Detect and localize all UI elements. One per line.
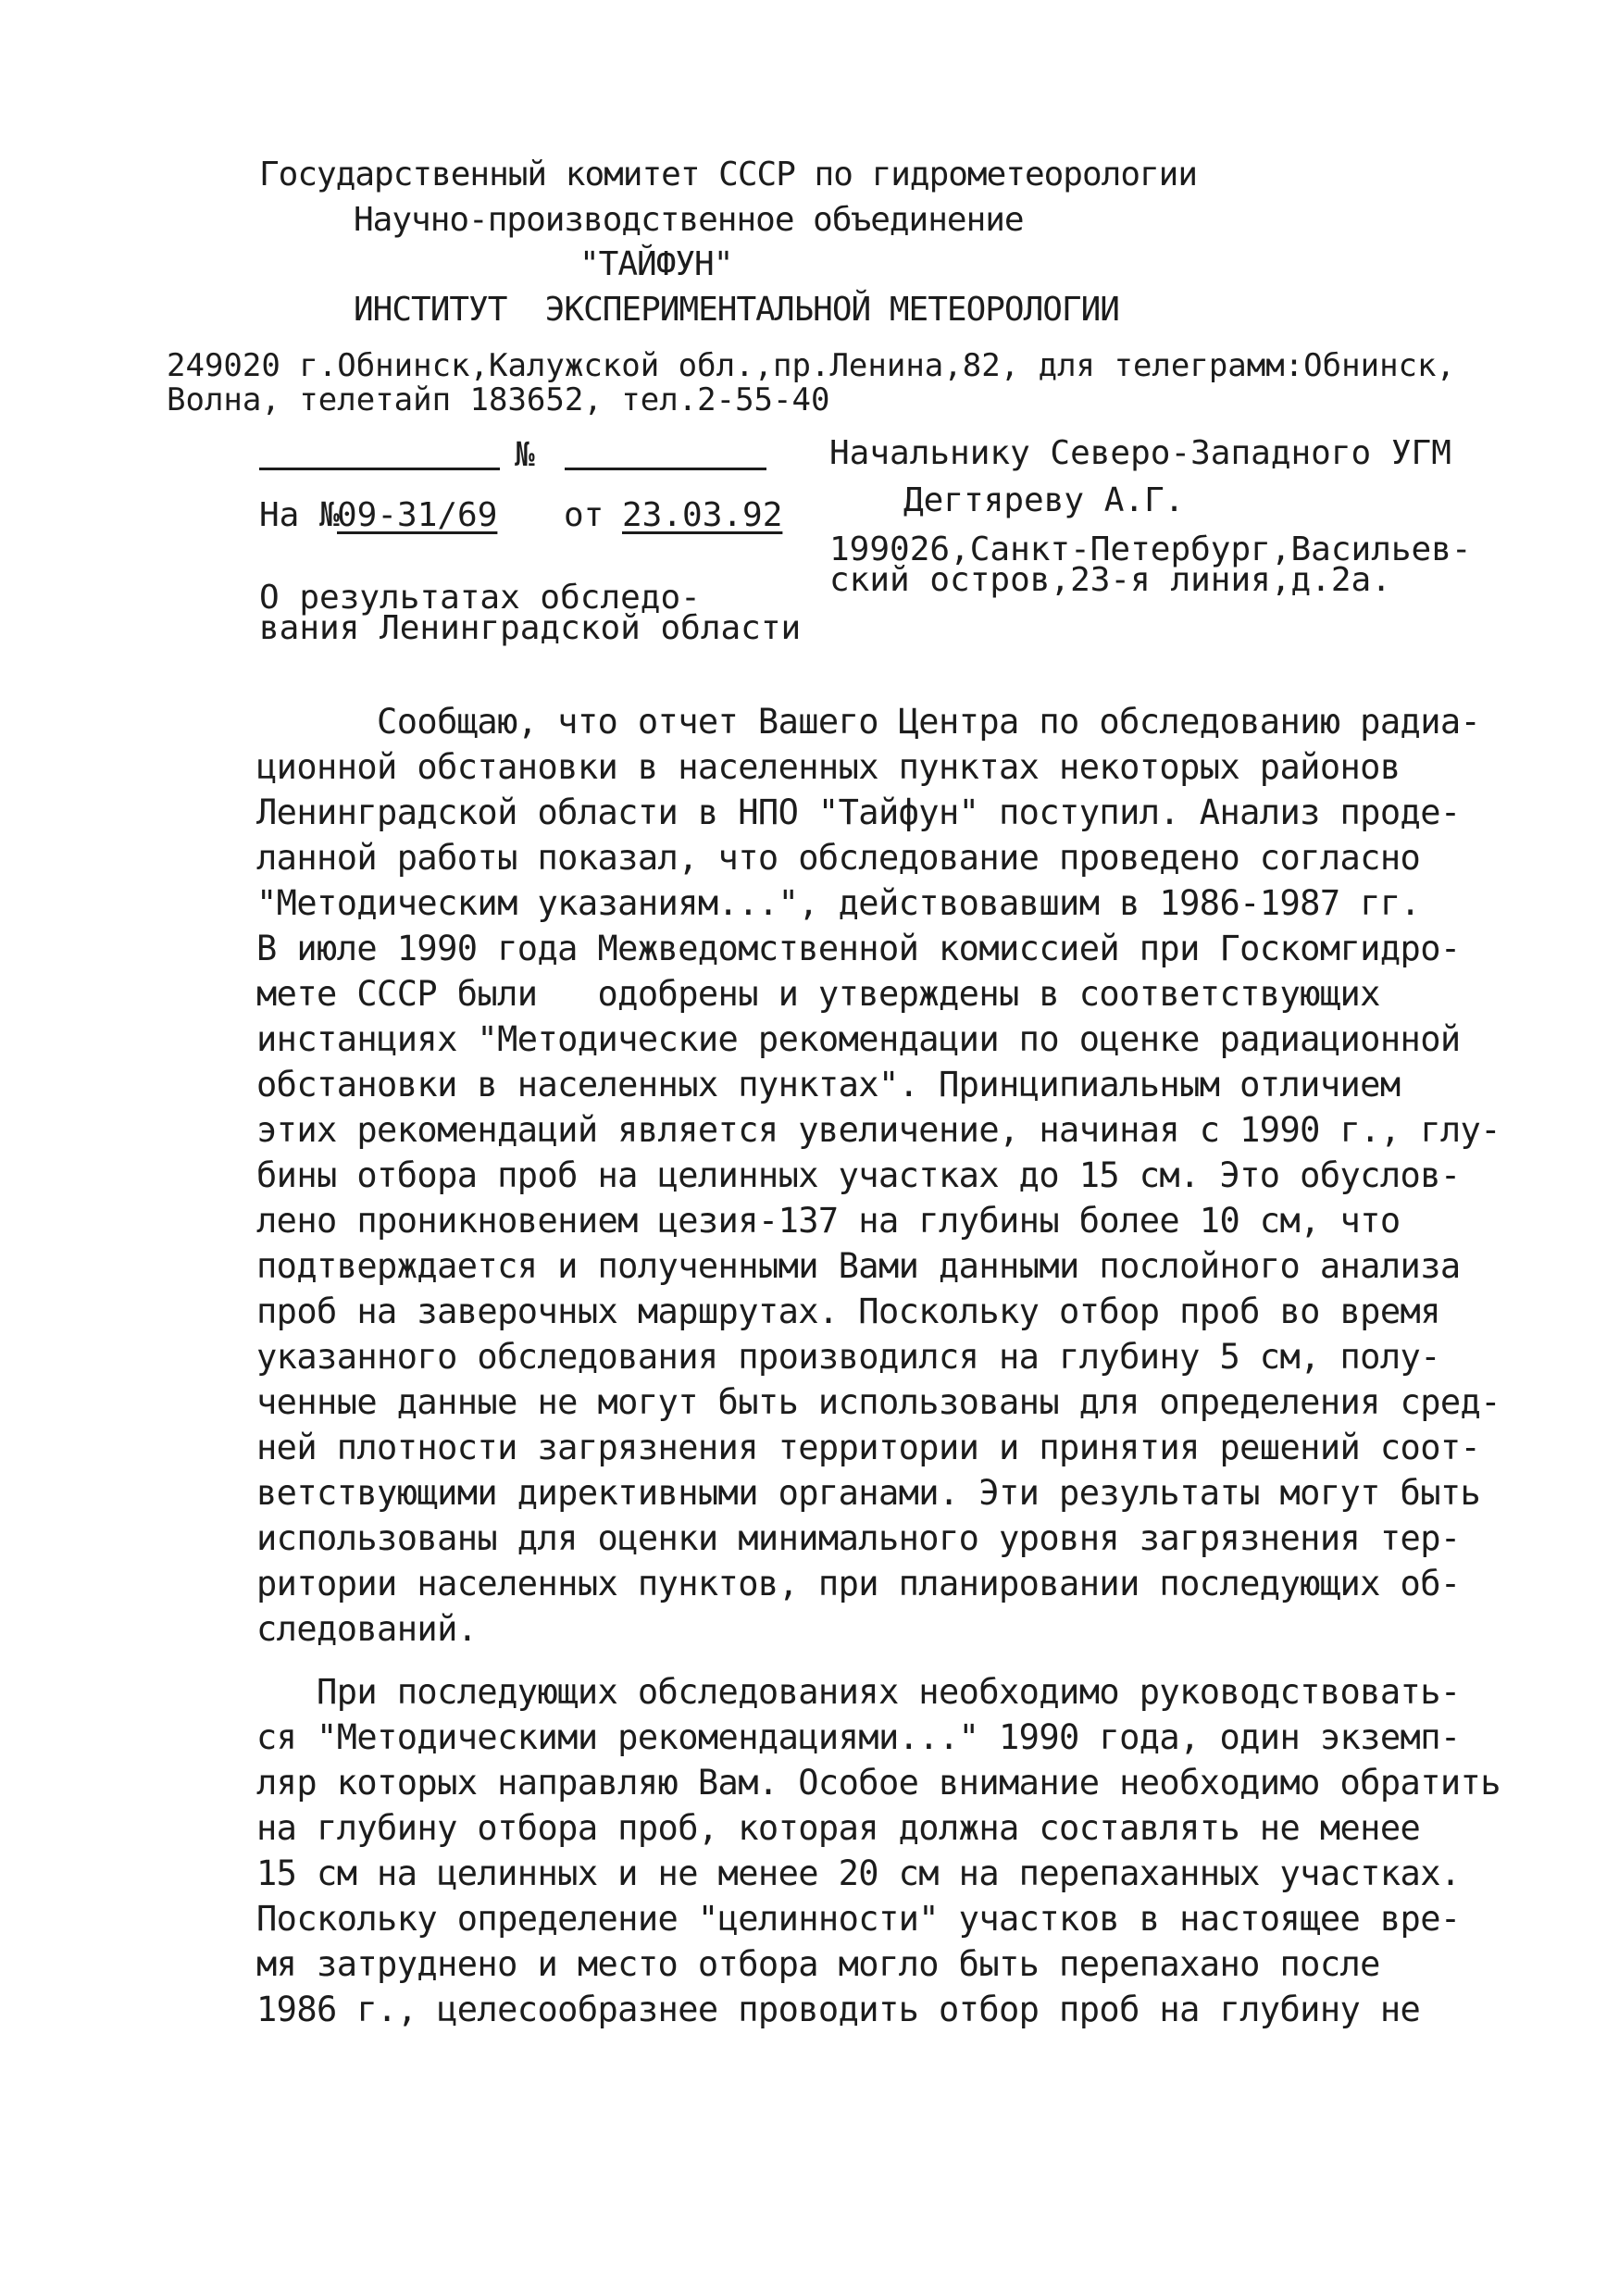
body-line: на глубину отбора проб, которая должна составлять не менее <box>256 1808 1421 1848</box>
body-line: лено проникновением цезия-137 на глубины более 10 см, что <box>256 1201 1401 1241</box>
addressee-address-line1: 199026,Санкт-Петербург,Васильев- <box>829 530 1472 568</box>
subject-line1: О результатах обследо- <box>259 579 701 617</box>
body-line: ляр которых направляю Вам. Особое внимание необходимо обратить <box>256 1763 1501 1803</box>
body-line: мете СССР были одобрены и утверждены в соответствующих <box>256 974 1380 1014</box>
body-line: инстанциях "Методические рекомендации по оценке радиационной <box>256 1019 1461 1059</box>
outgoing-number-blank <box>259 468 500 470</box>
body-line: 1986 г., целесообразнее проводить отбор проб на глубину не <box>256 1990 1421 2029</box>
reply-prefix: На № <box>259 496 340 534</box>
body-line: ней плотности загрязнения территории и принятия решений соот- <box>256 1428 1481 1467</box>
body-line: В июле 1990 года Межведомственной комиссией при Госкомгидро- <box>256 929 1461 968</box>
body-line: указанного обследования производился на глубину 5 см, полу- <box>256 1337 1440 1377</box>
body-line: Поскольку определение "целинности" участков в настоящее вре- <box>256 1899 1461 1939</box>
reply-number: 09-31/69 <box>337 496 498 534</box>
date-prefix: от <box>564 496 604 534</box>
addressee-address-line2: ский остров,23-я линия,д.2а. <box>829 561 1391 599</box>
body-line: проб на заверочных маршрутах. Поскольку отбор проб во время <box>256 1292 1440 1331</box>
body-line: При последующих обследованиях необходимо руководствовать- <box>256 1672 1461 1712</box>
body-line: Сообщаю, что отчет Вашего Центра по обследованию радиа- <box>256 702 1481 742</box>
body-line: мя затруднено и место отбора могло быть перепахано после <box>256 1944 1380 1984</box>
body-line: ритории населенных пунктов, при планировании последующих об- <box>256 1564 1461 1603</box>
addressee-title: Начальнику Северо-Западного УГМ <box>829 434 1451 472</box>
org-typhoon: "ТАЙФУН" <box>579 245 733 283</box>
body-line: использованы для оценки минимального уровня загрязнения тер- <box>256 1518 1461 1558</box>
body-line: Ленинградской области в НПО "Тайфун" поступил. Анализ проде- <box>256 792 1461 832</box>
org-committee: Государственный комитет СССР по гидрометеорологии <box>259 156 1198 193</box>
body-line: ся "Методическими рекомендациями..." 1990 года, один экземп- <box>256 1717 1461 1757</box>
outgoing-date-blank <box>565 468 766 470</box>
body-line: подтверждается и полученными Вами данными послойного анализа <box>256 1246 1461 1286</box>
org-association: Научно-производственное объединение <box>354 201 1024 239</box>
body-line: ланной работы показал, что обследование проведено согласно <box>256 838 1421 878</box>
body-line: ветствующими директивными органами. Эти результаты могут быть <box>256 1473 1481 1513</box>
number-sign: № <box>515 436 535 474</box>
addressee-name: Дегтяреву А.Г. <box>903 481 1185 519</box>
body-line: 15 см на целинных и не менее 20 см на перепаханных участках. <box>256 1853 1461 1893</box>
org-address-line2: Волна, телетайп 183652, тел.2-55-40 <box>167 381 830 418</box>
body-line: ционной обстановки в населенных пунктах некоторых районов <box>256 747 1401 787</box>
body-line: бины отбора проб на целинных участках до 15 см. Это обуслов- <box>256 1155 1461 1195</box>
subject-line2: вания Ленинградской области <box>259 609 802 647</box>
body-line: этих рекомендаций является увеличение, начиная с 1990 г., глу- <box>256 1110 1501 1150</box>
body-line: следований. <box>256 1609 478 1649</box>
reply-date: 23.03.92 <box>622 496 783 534</box>
body-line: "Методическим указаниям...", действовавшим в 1986-1987 гг. <box>256 883 1421 923</box>
org-institute: ИНСТИТУТ ЭКСПЕРИМЕНТАЛЬНОЙ МЕТЕОРОЛОГИИ <box>354 291 1119 329</box>
org-address-line1: 249020 г.Обнинск,Калужской обл.,пр.Ленина,82, для телеграмм:Обнинск, <box>167 347 1455 384</box>
body-line: обстановки в населенных пунктах". Принципиальным отличием <box>256 1065 1401 1104</box>
body-line: ченные данные не могут быть использованы для определения сред- <box>256 1382 1501 1422</box>
